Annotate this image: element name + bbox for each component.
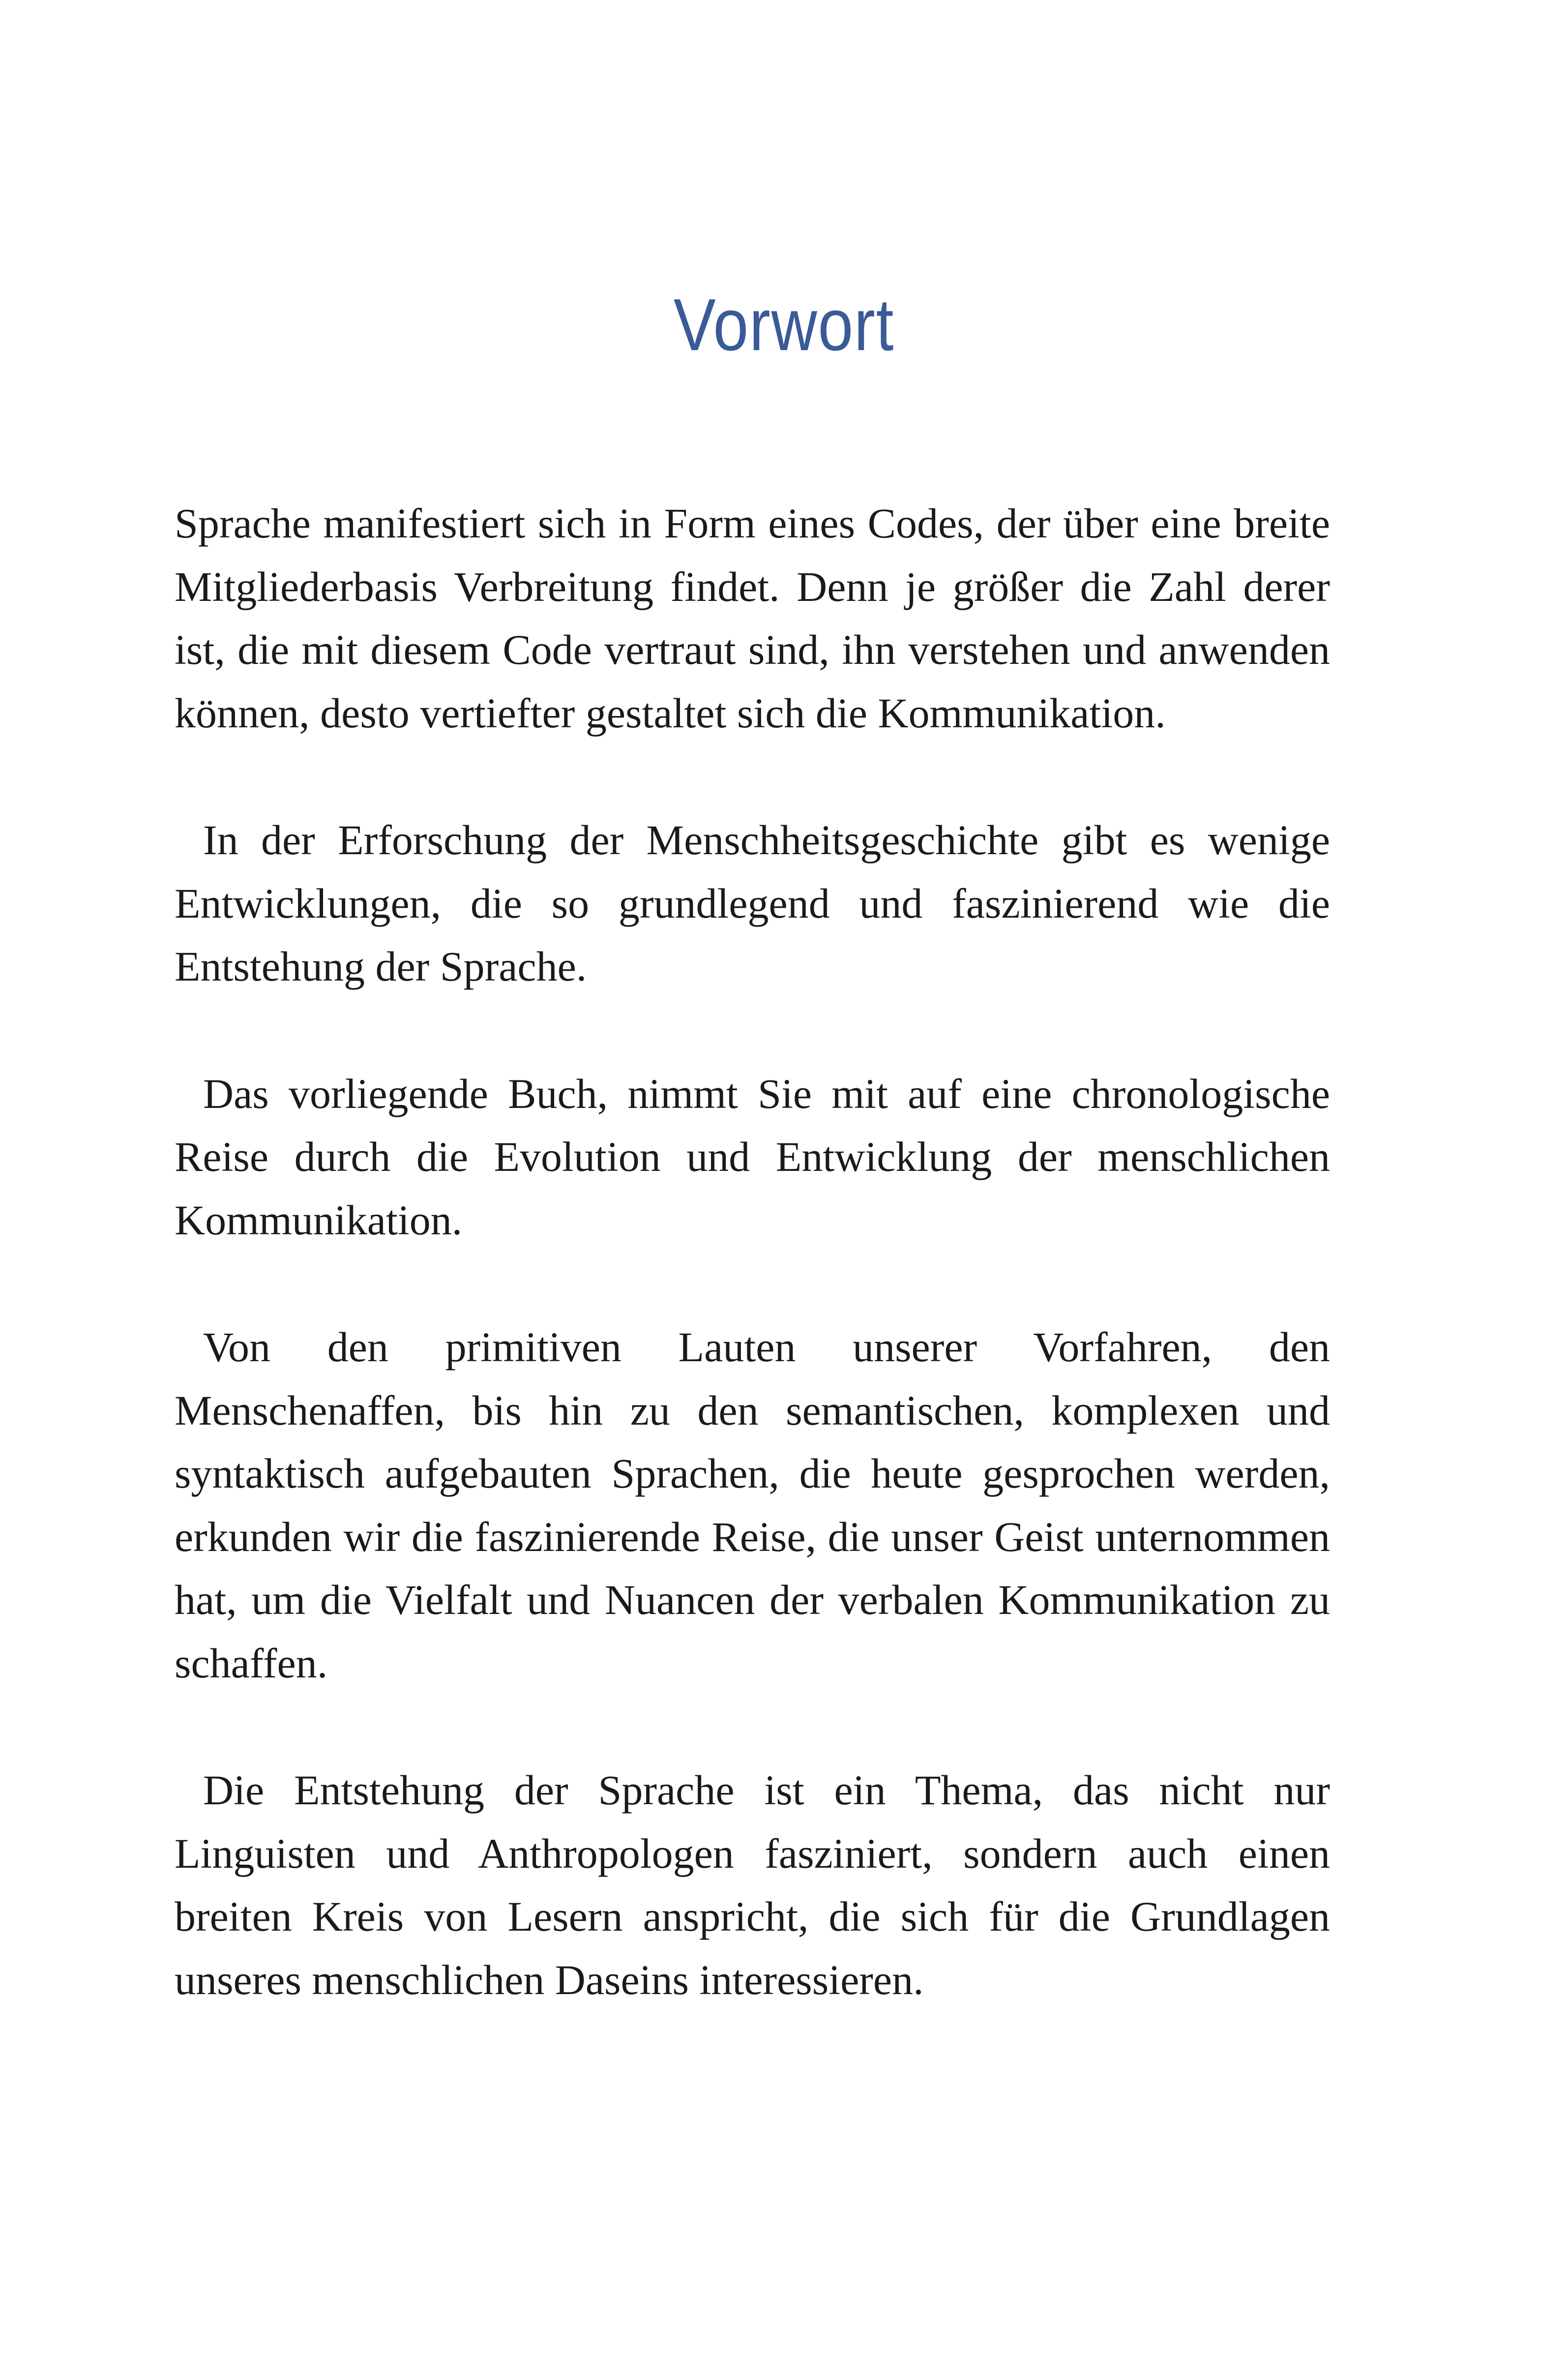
page-title: Vorwort xyxy=(673,283,895,366)
paragraph-5: Die Entstehung der Sprache ist ein Thema, das nicht nur Linguisten und Anthropologen fasziniert, sondern auch einen breiten Kreis von Lesern anspricht, die sich für die Grundlagen unseres menschlichen Daseins interessieren. xyxy=(175,1766,1330,2003)
body-text xyxy=(175,492,1330,2075)
paragraph-1: Sprache manifestiert sich in Form eines Codes, der über eine breite Mitgliederbasis Verbreitung findet. Denn je größer die Zahl derer ist, die mit diesem Code vertraut sind, ihn verstehen und anwenden können, desto vertiefter gestaltet sich die Kommunikation. xyxy=(175,500,1330,737)
paragraph-2: In der Erforschung der Menschheitsgeschichte gibt es wenige Entwicklungen, die so grundlegend und faszinierend wie die Entstehung der Sprache. xyxy=(175,816,1330,990)
paragraph-4: Von den primitiven Lauten unserer Vorfahren, den Menschenaffen, bis hin zu den semantischen, komplexen und syntaktisch aufgebauten Sprachen, die heute gesprochen werden, erkunden wir die faszinierende Reise, die unser Geist unternommen hat, um die Vielfalt und Nuancen der verbalen Kommunikation zu schaffen. xyxy=(175,1323,1330,1687)
paragraph-3: Das vorliegende Buch, nimmt Sie mit auf eine chronologische Reise durch die Evolution und Entwicklung der menschlichen Kommunikation. xyxy=(175,1070,1330,1244)
